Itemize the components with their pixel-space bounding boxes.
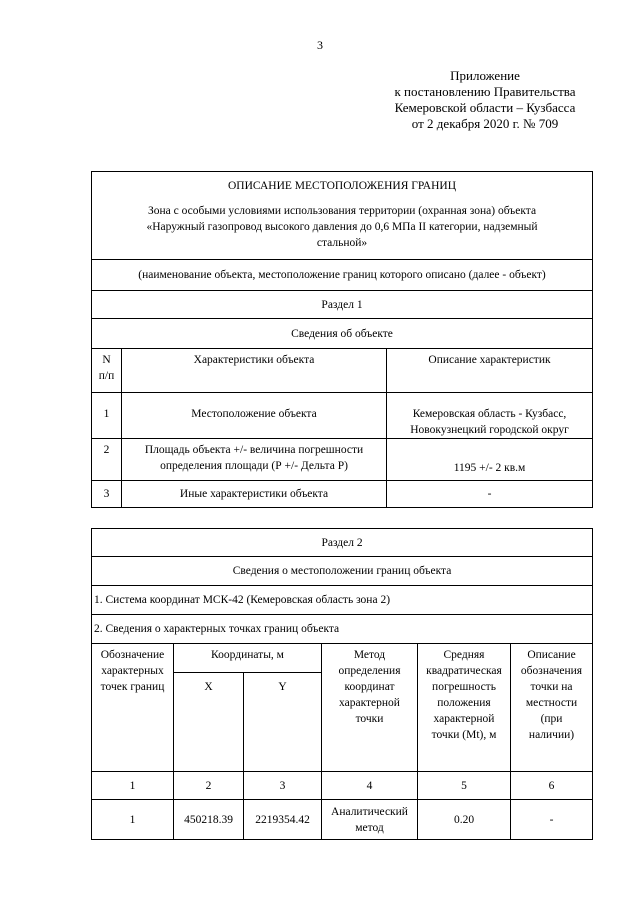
header-text: Обозначение <box>100 649 165 661</box>
appendix-line: к постановлению Правительства <box>394 84 576 99</box>
boundary-points-table <box>91 528 593 840</box>
table-row <box>92 393 593 439</box>
row-description: - <box>387 481 593 508</box>
section-heading: Раздел 2 <box>92 529 593 557</box>
row-characteristic <box>122 439 387 481</box>
point-y: 2219354.42 <box>244 800 322 840</box>
appendix-line: от 2 декабря 2020 г. № 709 <box>411 116 559 131</box>
col-header-number <box>92 349 122 393</box>
table-row <box>92 481 593 508</box>
table-row <box>92 800 593 840</box>
point-x: 450218.39 <box>174 800 244 840</box>
header-text: характерных <box>101 665 164 677</box>
column-number: 3 <box>244 772 322 800</box>
page-number: 3 <box>317 38 323 52</box>
header-text: погрешность <box>432 681 496 693</box>
object-note: (наименование объекта, местоположение границ которого описано (далее - объект) <box>92 260 593 291</box>
object-info-table <box>91 171 593 508</box>
header-text: (при <box>540 713 563 725</box>
row-number: 1 <box>92 393 122 439</box>
col-header-location-desc <box>511 644 593 772</box>
title-cell <box>92 172 593 260</box>
table-row <box>92 319 593 349</box>
header-text: координат <box>344 681 395 693</box>
cell-text: Аналитический <box>331 805 408 818</box>
table-row <box>92 557 593 586</box>
header-text: п/п <box>98 370 115 382</box>
column-number: 6 <box>511 772 593 800</box>
header-text: обозначения <box>520 665 583 677</box>
row-characteristic: Местоположение объекта <box>122 393 387 439</box>
header-text: местности <box>525 697 578 709</box>
point-method <box>322 800 418 840</box>
col-header-y: Y <box>244 673 322 772</box>
point-error: 0.20 <box>418 800 511 840</box>
header-text: характерной <box>433 713 495 725</box>
row-number: 3 <box>92 481 122 508</box>
appendix-header <box>360 68 610 132</box>
header-text: точки на <box>530 681 573 693</box>
section-title: Сведения о местоположении границ объекта <box>92 557 593 586</box>
point-location-desc: - <box>511 800 593 840</box>
table-row <box>92 260 593 291</box>
row-description: 1195 +/- 2 кв.м <box>387 439 593 481</box>
col-header-description: Описание характеристик <box>387 349 593 393</box>
header-text: точки <box>355 713 384 725</box>
col-header-x: X <box>174 673 244 772</box>
col-header-coordinates: Координаты, м <box>174 644 322 673</box>
col-header-error <box>418 644 511 772</box>
cell-text: Новокузнецкий городской округ <box>410 424 569 436</box>
header-text: точки (Mt), м <box>431 729 497 741</box>
header-text: квадратическая <box>426 665 502 677</box>
column-number: 1 <box>92 772 174 800</box>
column-number-row <box>92 772 593 800</box>
appendix-line: Кемеровской области – Кузбасса <box>394 100 576 115</box>
col-header-characteristic: Характеристики объекта <box>122 349 387 393</box>
cell-text: определения площади (Р +/- Дельта Р) <box>160 460 348 472</box>
column-number: 4 <box>322 772 418 800</box>
header-text: определения <box>338 665 401 677</box>
table-row <box>92 172 593 260</box>
row-characteristic: Иные характеристики объекта <box>122 481 387 508</box>
section-title: Сведения об объекте <box>92 319 593 349</box>
col-header-designation <box>92 644 174 772</box>
zone-name: стальной» <box>316 237 368 249</box>
header-text: Метод <box>353 649 386 661</box>
header-text: N <box>102 354 111 366</box>
col-header-method <box>322 644 418 772</box>
coordinate-system: 1. Система координат МСК-42 (Кемеровская область зона 2) <box>92 586 593 615</box>
header-text: положения <box>437 697 491 709</box>
header-text: наличии) <box>528 729 575 741</box>
table-row <box>92 529 593 557</box>
zone-name: «Наружный газопровод высокого давления до 0,6 МПа II категории, надземный <box>146 221 538 233</box>
header-text: характерной <box>339 697 400 709</box>
table-row <box>92 615 593 644</box>
row-number: 2 <box>92 439 122 481</box>
header-row <box>92 644 593 673</box>
appendix-line: Приложение <box>450 68 520 83</box>
header-text: точек границ <box>100 681 165 693</box>
cell-text: метод <box>355 821 384 834</box>
zone-name: Зона с особыми условиями использования территории (охранная зона) объекта <box>147 205 537 217</box>
points-title: 2. Сведения о характерных точках границ объекта <box>92 615 593 644</box>
row-description <box>387 393 593 439</box>
header-text: Средняя <box>443 649 485 661</box>
document-title: ОПИСАНИЕ МЕСТОПОЛОЖЕНИЯ ГРАНИЦ <box>227 180 457 192</box>
table-row <box>92 439 593 481</box>
cell-text: Кемеровская область - Кузбасс, <box>412 408 567 420</box>
cell-text: Площадь объекта +/- величина погрешности <box>144 444 364 456</box>
point-designation: 1 <box>92 800 174 840</box>
header-row <box>92 349 593 393</box>
section-heading: Раздел 1 <box>92 291 593 319</box>
table-row <box>92 291 593 319</box>
column-number: 5 <box>418 772 511 800</box>
header-text: Описание <box>527 649 576 661</box>
column-number: 2 <box>174 772 244 800</box>
table-row <box>92 586 593 615</box>
